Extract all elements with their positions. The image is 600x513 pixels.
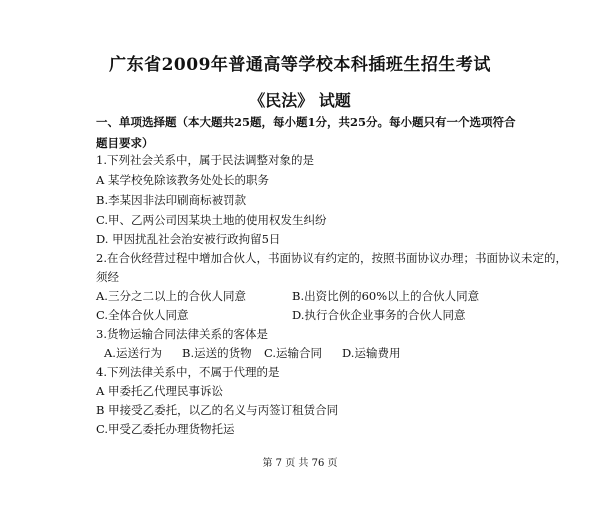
question-1-option-b: B.李某因非法印刷商标被罚款	[96, 193, 247, 207]
question-1-stem: 1.下列社会关系中，属于民法调整对象的是	[96, 153, 314, 167]
question-2-option-c: C.全体合伙人同意	[96, 308, 189, 322]
question-2-stem-continued: 须经	[96, 270, 119, 284]
question-3-option-d: D.运输费用	[342, 346, 401, 360]
question-3-option-c: C.运输合同	[264, 346, 323, 360]
question-2-stem: 2.在合伙经营过程中增加合伙人，书面协议有约定的，按照书面协议办理；书面协议未定的，	[96, 251, 567, 265]
exam-subtitle: 《民法》 试题	[249, 91, 351, 110]
question-4-option-c: C.甲受乙委托办理货物托运	[96, 422, 235, 436]
section-heading: 一、单项选择题（本大题共25题，每小题1分，共25分。每小题只有一个选项符合题目要求）	[96, 115, 516, 150]
question-1-option-d: D. 甲因扰乱社会治安被行政拘留5日	[96, 232, 281, 246]
question-3-option-b: B.运送的货物	[182, 346, 252, 360]
question-4-stem: 4.下列法律关系中，不属于代理的是	[96, 365, 280, 379]
question-2-option-b: B.出资比例的60%以上的合伙人同意	[292, 289, 480, 303]
question-2-option-d: D.执行合伙企业事务的合伙人同意	[292, 308, 466, 322]
question-1-option-a: A 某学校免除该教务处处长的职务	[96, 173, 269, 187]
question-1-option-c: C.甲、乙两公司因某块土地的使用权发生纠纷	[96, 213, 327, 227]
question-4-option-b: B 甲接受乙委托，以乙的名义与丙签订租赁合同	[96, 403, 339, 417]
question-3-option-a: A.运送行为	[104, 346, 162, 360]
question-3-stem: 3.货物运输合同法律关系的客体是	[96, 327, 268, 341]
page-number-footer: 第 7 页 共 76 页	[262, 458, 338, 469]
exam-title: 广东省2009年普通高等学校本科插班生招生考试	[109, 55, 491, 75]
question-4-option-a: A 甲委托乙代理民事诉讼	[96, 384, 223, 398]
question-2-option-a: A.三分之二以上的合伙人同意	[96, 289, 246, 303]
